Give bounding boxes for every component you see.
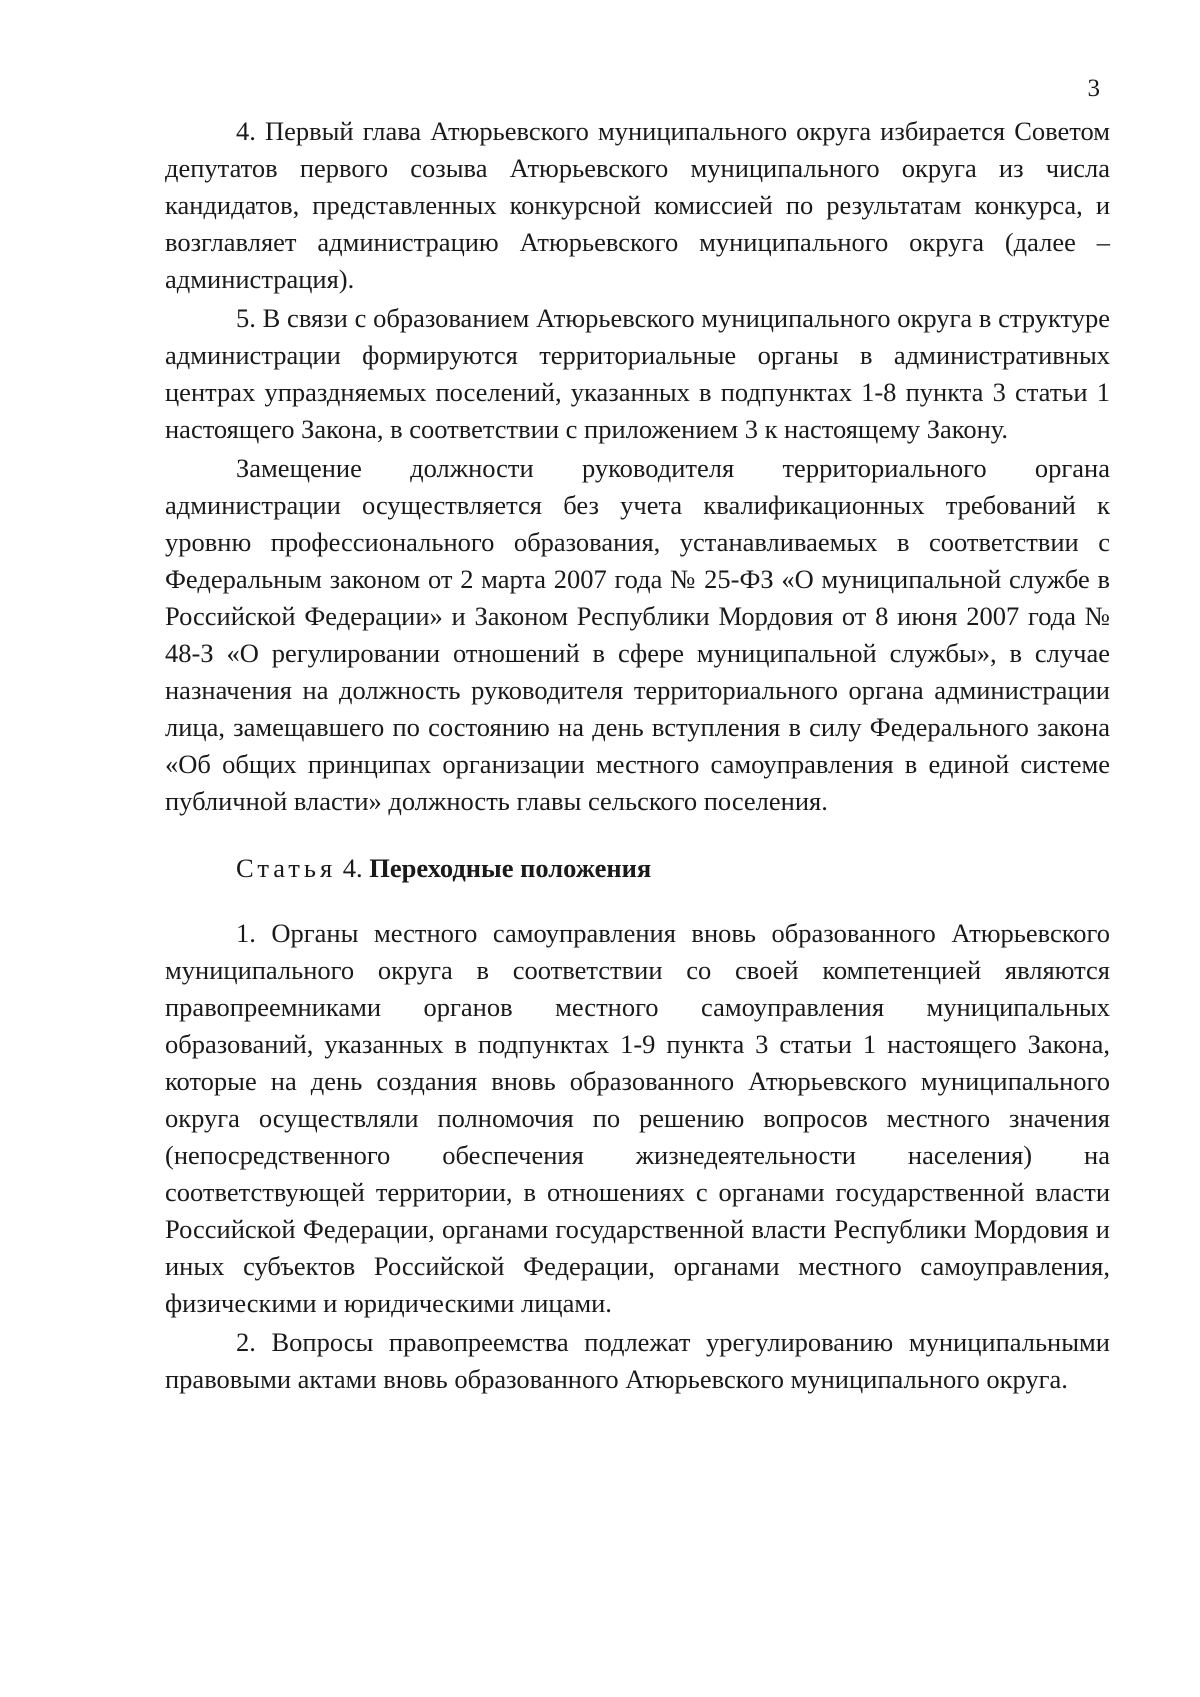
article-label: Статья bbox=[236, 853, 337, 883]
paragraph-5-continuation: Замещение должности руководителя территориального органа администрации осуществляется без учета квалификационных требований к уровню профессионального образования, устанавливаемых в соответствии с Федеральным законом от 2 марта 2007 года № 25-ФЗ «О муниципальной службе в Российской Федерации» и Законом Республики Мордовия от 8 июня 2007 года № 48-З «О регулировании отношений в сфере муниципальной службы», в случае назначения на должность руководителя территориального органа администрации лица, замещавшего по состоянию на день вступления в силу Федерального закона «Об общих принципах организации местного самоуправления в единой системе публичной власти» должность главы сельского поселения. bbox=[165, 453, 1110, 816]
article-title: Переходные положения bbox=[369, 853, 652, 883]
article-number: 4. bbox=[336, 853, 370, 883]
article-4-paragraph-1: 1. Органы местного самоуправления вновь образованного Атюрьевского муниципального округа в соответствии со своей компетенцией являются правопреемниками органов местного самоуправления муниципальных образований, указанных в подпунктах 1-9 пункта 3 статьи 1 настоящего Закона, которые на день создания вновь образованного Атюрьевского муниципального округа осуществляли полномочия по решению вопросов местного значения (непосредственного обеспечения жизнедеятельности населения) на соответствующей территории, в отношениях с органами государственной власти Российской Федерации, органами государственной власти Республики Мордовия и иных субъектов Российской Федерации, органами местного самоуправления, физическими и юридическими лицами. bbox=[165, 918, 1110, 1318]
paragraph-4: 4. Первый глава Атюрьевского муниципального округа избирается Советом депутатов первого созыва Атюрьевского муниципального округа из числа кандидатов, представленных конкурсной комиссией по результатам конкурса, и возглавляет администрацию Атюрьевского муниципального округа (далее – администрация). bbox=[165, 116, 1110, 294]
article-4-paragraph-2: 2. Вопросы правопреемства подлежат урегулированию муниципальными правовыми актами вновь образованного Атюрьевского муниципального округа. bbox=[165, 1327, 1110, 1394]
document-body bbox=[165, 113, 1110, 1398]
page-number: 3 bbox=[1087, 75, 1100, 102]
paragraph-5: 5. В связи с образованием Атюрьевского муниципального округа в структуре администрации формируются территориальные органы в административных центрах упраздняемых поселений, указанных в подпунктах 1-8 пункта 3 статьи 1 настоящего Закона, в соответствии с приложением 3 к настоящему Закону. bbox=[165, 303, 1110, 444]
article-heading bbox=[165, 850, 1110, 887]
